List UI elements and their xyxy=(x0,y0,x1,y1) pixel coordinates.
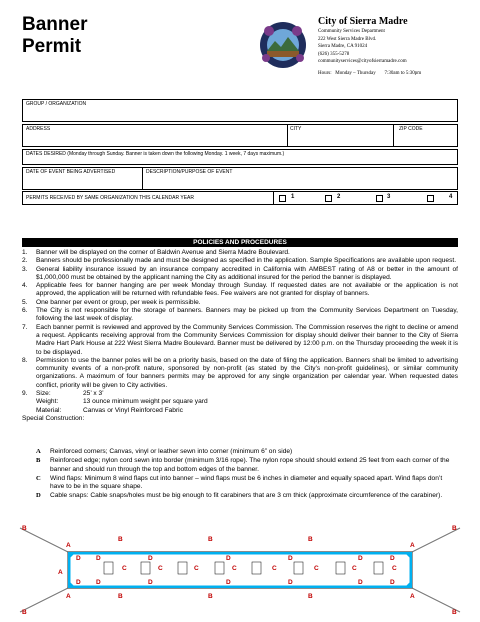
permit-checkbox-1[interactable] xyxy=(279,195,286,202)
policy-text: The City is not responsible for the storage of banners. Banners may be picked up from the Community Services Department on Tuesday, following the last week of display. xyxy=(36,307,458,323)
diagram-label-d: D xyxy=(288,555,293,562)
policy-number: 3. xyxy=(22,265,28,273)
policy-number: 9. xyxy=(22,390,28,398)
diagram-label-d: D xyxy=(226,555,231,562)
diagram-label-d: D xyxy=(358,579,363,586)
policies-heading: POLICIES AND PROCEDURES xyxy=(22,238,458,247)
org-name: City of Sierra Madre xyxy=(318,16,408,27)
street-address: 222 West Sierra Madre Blvd. xyxy=(318,36,377,42)
weight-value: 13 ounce minimum weight per square yard xyxy=(83,398,208,406)
policy-text: Each banner permit is reviewed and approved by the Community Services Commission. The Commission reserves the right to decline or amend a request. Applicants receiving approval from the Community Services Commission for display should deliver their banner to the City of Sierra Madre Hart Park House at 222 West Sierra Madre Boulevard. Banner must be delivered by 12:00 p.m. on the Thursday proceeding the week it is to be displayed. xyxy=(36,323,458,356)
title-line-2: Permit xyxy=(22,36,82,57)
rope-bottom-left xyxy=(20,588,68,612)
office-hours xyxy=(318,70,421,78)
policy-number: 5. xyxy=(22,298,28,306)
permit-checkbox-3[interactable] xyxy=(376,195,383,202)
construction-item xyxy=(22,492,458,500)
banner-construction-diagram xyxy=(18,522,462,617)
construction-item xyxy=(22,475,458,492)
diagram-label-c: C xyxy=(122,565,127,572)
policy-text: General liability insurance issued by an insurance company accredited in California with AMBEST rating of A8 or better in the amount of $1,000,000 must be obtained by the applicant naming the City as additional insured for the period the banner is displayed. xyxy=(36,265,458,281)
hours-label: Hours: xyxy=(318,70,332,76)
policy-number: 6. xyxy=(22,307,28,315)
address-row xyxy=(22,124,458,147)
weight-label: Weight: xyxy=(36,398,59,406)
diagram-label-c: C xyxy=(232,565,237,572)
size-label: Size: xyxy=(36,390,51,398)
email-address[interactable]: communityservices@cityofsierramadre.com xyxy=(318,59,407,64)
rope-top-left xyxy=(20,528,68,552)
group-organization-label: GROUP / ORGANIZATION xyxy=(26,101,87,107)
zip-code-input[interactable] xyxy=(394,125,457,146)
policy-text: Permission to use the banner poles will be on a priority basis, based on the date of filing the application. Banners shall be limited to advertising community events of a non-profit nature, sponsored by non-profit (as stated by the City’s non-profit guidelines), or similar community organizations. A maximum of four banners permits may be approved for any single organization per calendar year. When requested dates conflict, priority will be given to City activities. xyxy=(36,356,458,389)
material-value: Canvas or Vinyl Reinforced Fabric xyxy=(83,406,183,414)
diagram-label-a: A xyxy=(410,593,415,600)
diagram-label-d: D xyxy=(148,579,153,586)
diagram-label-a: A xyxy=(66,593,71,600)
permit-option-2: 2 xyxy=(337,194,341,200)
policy-text: Banners should be professionally made and must be designed as specified in the application. Sample Specifications are available upon request. xyxy=(36,257,457,265)
address-input[interactable] xyxy=(23,125,287,146)
city-input[interactable] xyxy=(288,125,393,146)
permit-checkbox-4[interactable] xyxy=(427,195,434,202)
policy-number: 1. xyxy=(22,249,28,256)
permits-received-label: PERMITS RECEIVED BY SAME ORGANIZATION THIS CALENDAR YEAR xyxy=(26,195,194,201)
policy-item xyxy=(22,324,458,357)
policy-item xyxy=(22,307,458,324)
size-value: 25’ x 3’ xyxy=(83,390,104,398)
construction-text: Cable snaps: Cable snaps/holes must be big enough to fit carabiners that are 3 cm thick (approximate circumference of the carabiner). xyxy=(50,492,443,500)
policy-text: Banner will be displayed on the corner of Baldwin Avenue and Sierra Madre Boulevard. xyxy=(36,249,290,256)
event-row xyxy=(22,167,458,190)
diagram-label-b: B xyxy=(22,525,27,532)
permit-option-3: 3 xyxy=(387,194,391,200)
policy-number: 2. xyxy=(22,257,28,265)
construction-text: Reinforced corners; Canvas, vinyl or leather sewn into corner (minimum 6” on side) xyxy=(50,448,293,455)
policy-number: 7. xyxy=(22,323,28,331)
policy-item xyxy=(22,299,458,307)
diagram-label-d: D xyxy=(390,579,395,586)
diagram-label-d: D xyxy=(96,579,101,586)
diagram-label-d: D xyxy=(390,555,395,562)
policy-number: 4. xyxy=(22,282,28,290)
material-label: Material: xyxy=(36,406,62,414)
diagram-label-b: B xyxy=(308,593,313,600)
diagram-label-d: D xyxy=(358,555,363,562)
policies-list xyxy=(22,249,458,423)
diagram-label-b: B xyxy=(452,609,457,616)
zip-code-label: ZIP CODE xyxy=(399,126,423,132)
diagram-label-c: C xyxy=(314,565,319,572)
diagram-label-c: C xyxy=(352,565,357,572)
diagram-label-b: B xyxy=(308,536,313,543)
diagram-label-d: D xyxy=(96,555,101,562)
city-state-zip: Sierra Madre, CA 91024 xyxy=(318,44,368,49)
policy-text: Applicable fees for banner hanging are per week Monday through Sunday. If requested dates are not available or the application is not approved, the application will be returned with refundable fees. Fee waivers are not granted for display of banners. xyxy=(36,282,458,298)
diagram-label-d: D xyxy=(148,555,153,562)
diagram-label-c: C xyxy=(158,565,163,572)
diagram-label-c: C xyxy=(392,565,397,572)
hours-time: 7:30am to 5:30pm xyxy=(384,70,422,76)
diagram-label-a: A xyxy=(66,542,71,549)
construction-text: Wind flaps: Minimum 8 wind flaps cut into banner – wind flaps must be 6 inches in diameter and equally spaced apart. Wind flaps don’t have to be in the square shape. xyxy=(50,474,443,491)
construction-list xyxy=(22,448,458,502)
construction-item xyxy=(22,457,458,474)
permit-checkbox-2[interactable] xyxy=(325,195,332,202)
diagram-label-b: B xyxy=(118,536,123,543)
city-seal-icon xyxy=(258,20,308,70)
department-name: Community Services Department xyxy=(318,29,385,34)
construction-text: Reinforced edge; nylon cord sewn into border (minimum 3/16 rope). The nylon rope should should extend 25 feet from each corner of the banner and should run through the top and bottom edges of the banner. xyxy=(50,457,450,473)
policy-specifications xyxy=(22,390,458,415)
event-date-input[interactable] xyxy=(23,168,142,189)
permit-option-4: 4 xyxy=(449,194,453,200)
diagram-label-d: D xyxy=(288,579,293,586)
permit-option-1: 1 xyxy=(291,194,295,200)
city-label: CITY xyxy=(290,126,302,132)
title-line-1: Banner xyxy=(22,14,88,35)
diagram-label-d: D xyxy=(226,579,231,586)
policy-item xyxy=(22,257,458,265)
construction-letter: C xyxy=(36,474,41,482)
diagram-label-b: B xyxy=(208,593,213,600)
policy-item xyxy=(22,282,458,299)
phone-number: (626) 355-5278 xyxy=(318,51,350,57)
event-date-label: DATE OF EVENT BEING ADVERTISED xyxy=(26,169,116,175)
diagram-label-b: B xyxy=(208,536,213,543)
dates-desired-label: DATES DESIRED (Monday through Sunday. Banner is taken down the following Monday. 1 week, 7 days maximum.) xyxy=(26,151,285,157)
construction-item xyxy=(22,448,458,456)
diagram-label-b: B xyxy=(22,609,27,616)
diagram-label-b: B xyxy=(452,525,457,532)
dates-desired-field[interactable] xyxy=(22,149,458,165)
page-title xyxy=(22,14,87,58)
diagram-label-a: A xyxy=(410,542,415,549)
policy-item xyxy=(22,249,458,257)
construction-letter: D xyxy=(36,492,41,500)
diagram-label-d: D xyxy=(76,555,81,562)
policy-text: One banner per event or group, per week is permissible. xyxy=(36,298,201,306)
construction-letter: A xyxy=(36,448,41,455)
permits-received-row xyxy=(22,191,458,205)
policy-number: 8. xyxy=(22,356,28,364)
hours-days: Monday – Thursday xyxy=(335,70,376,76)
special-construction-label: Special Construction: xyxy=(22,414,85,422)
policy-item xyxy=(22,266,458,283)
diagram-label-d: D xyxy=(76,579,81,586)
event-description-label: DESCRIPTION/PURPOSE OF EVENT xyxy=(146,169,233,175)
diagram-label-a: A xyxy=(58,569,63,576)
diagram-label-c: C xyxy=(272,565,277,572)
construction-letter: B xyxy=(36,457,41,465)
event-description-input[interactable] xyxy=(143,168,457,189)
diagram-label-b: B xyxy=(118,593,123,600)
policy-item xyxy=(22,357,458,390)
department-address-block xyxy=(318,16,421,77)
group-organization-field[interactable] xyxy=(22,99,458,122)
address-label: ADDRESS xyxy=(26,126,51,132)
diagram-label-c: C xyxy=(194,565,199,572)
